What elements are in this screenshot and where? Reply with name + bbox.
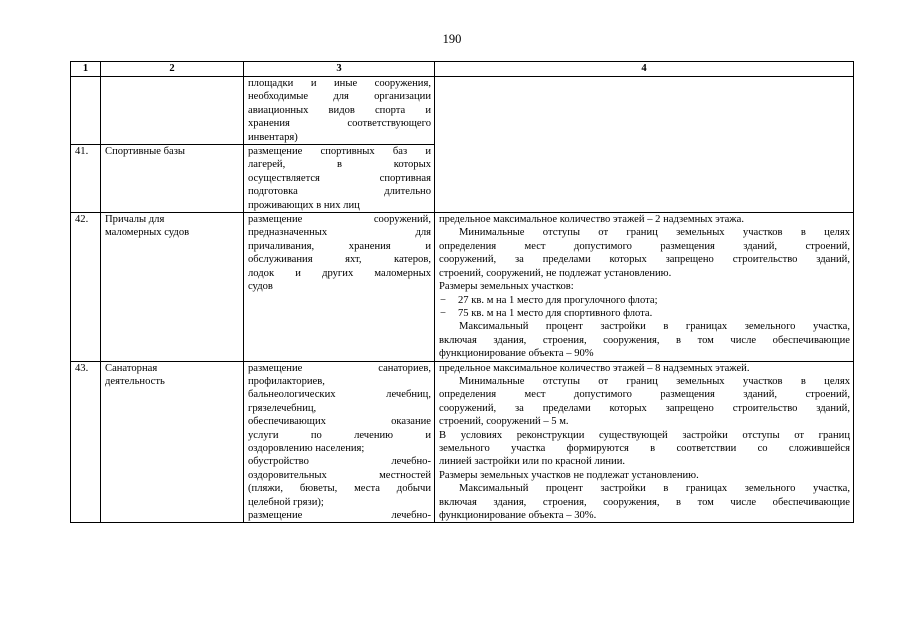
text-line: проживающих в них лиц [248, 199, 360, 211]
text-line: обустройство лечебно- [248, 456, 431, 468]
text-line: размещение сооружений, [248, 214, 431, 226]
text-line: целебной грязи); [248, 496, 324, 508]
row-number [71, 77, 101, 145]
text-line: хранения соответствующего [248, 118, 431, 130]
text-line: лагерей, в которых [248, 159, 431, 171]
text-line: деятельность [105, 375, 165, 387]
text-line: линией застройки или по красной линии. [439, 456, 626, 468]
list-item [439, 294, 850, 307]
text-line: обеспечивающих оказание [248, 416, 431, 428]
dash-bullet-icon: − [440, 294, 446, 306]
row-name [101, 361, 244, 523]
text-line: В условиях реконструкции существующей застройки отступы от границ [439, 429, 850, 441]
text-line: Санаторная [105, 362, 158, 374]
text-line: строений, сооружений – 5 м. [439, 416, 569, 428]
text-line: оздоровительных местностей [248, 469, 431, 481]
header-cell-2: 2 [101, 62, 244, 77]
text-line: Размеры земельных участков: [439, 281, 574, 293]
text-line: Причалы для [105, 214, 165, 226]
text-line: земельного участка формируются в соответствии со сложившейся [439, 442, 850, 454]
text-line: размещение спортивных баз и [248, 146, 431, 158]
text-line: включая здания, строения, сооружения, в том числе обеспечивающие [439, 334, 850, 346]
text-line: (пляжи, бюветы, места добычи [248, 483, 431, 495]
text-line: необходимые для организации [248, 91, 431, 103]
row-permitted-use [244, 145, 435, 213]
list-item-text: 75 кв. м на 1 место для спортивного флота. [458, 307, 653, 319]
header-cell-1: 1 [71, 62, 101, 77]
regulations-table [70, 61, 854, 523]
table-row [71, 213, 854, 361]
row-permitted-use [244, 361, 435, 523]
text-line: Максимальный процент застройки в границах земельного участка, [459, 483, 850, 495]
text-line: инвентаря) [248, 131, 298, 143]
text-line: обслуживания яхт, катеров, [248, 254, 431, 266]
text-line: площадки и иные сооружения, [248, 78, 431, 89]
text-line: Размеры земельных участков не подлежат установлению. [439, 469, 699, 481]
header-cell-3: 3 [244, 62, 435, 77]
text-line: оздоровлению населения; [248, 442, 365, 454]
text-line: лодок и других маломерных [248, 267, 431, 279]
text-line: функционирование объекта – 30%. [439, 510, 597, 521]
page-number: 190 [442, 32, 462, 46]
header-cell-4: 4 [435, 62, 854, 77]
row-parameters [435, 361, 854, 523]
text-line: причаливания, хранения и [248, 240, 431, 252]
row-name [101, 77, 244, 145]
row-name [101, 145, 244, 213]
table-row [71, 77, 854, 145]
text-line: включая здания, строения, сооружения, в том числе обеспечивающие [439, 496, 850, 508]
text-line: предназначенных для [248, 227, 431, 239]
list-item-text: 27 кв. м на 1 место для прогулочного флота; [458, 294, 658, 306]
text-line: авиационных видов спорта и [248, 104, 431, 116]
text-line: Максимальный процент застройки в границах земельного участка, [459, 321, 850, 333]
row-number: 41. [71, 145, 101, 213]
text-line: осуществляется спортивная [248, 172, 431, 184]
text-line: бальнеологических лечебниц, [248, 389, 431, 401]
text-line: Минимальные отступы от границ земельных участков в целях [459, 375, 850, 387]
text-line: маломерных судов [105, 227, 190, 239]
text-line: судов [248, 281, 273, 293]
text-line: сооружений, за пределами которых запрещено строительство зданий, [439, 254, 850, 266]
text-line: сооружений, за пределами которых запрещено строительство зданий, [439, 402, 850, 414]
text-line: подготовка длительно [248, 186, 431, 198]
dash-bullet-icon: − [440, 307, 446, 319]
text-line: определения мест допустимого размещения зданий, строений, [439, 240, 850, 252]
text-line: услуги по лечению и [248, 429, 431, 441]
row-parameters [435, 77, 854, 213]
table-header-row [71, 62, 854, 77]
text-line: предельное максимальное количество этажей – 2 надземных этажа. [439, 214, 744, 226]
table-row [71, 361, 854, 523]
text-line: профилакториев, [248, 375, 325, 387]
row-permitted-use [244, 77, 435, 145]
text-line: строений, сооружений, не подлежат установлению. [439, 267, 672, 279]
text-line: грязелечебниц, [248, 402, 317, 414]
text-line: размещение санаториев, [248, 362, 431, 374]
row-number: 42. [71, 213, 101, 361]
row-name [101, 213, 244, 361]
text-line: предельное максимальное количество этажей – 8 надземных этажей. [439, 362, 750, 374]
text-line: размещение лечебно- [248, 510, 431, 521]
row-permitted-use [244, 213, 435, 361]
list-item [439, 307, 850, 320]
text-line: функционирование объекта – 90% [439, 348, 594, 360]
text-line: определения мест допустимого размещения зданий, строений, [439, 389, 850, 401]
row-parameters [435, 213, 854, 361]
text-line: Минимальные отступы от границ земельных участков в целях [459, 227, 850, 239]
row-number: 43. [71, 361, 101, 523]
text-line: Спортивные базы [105, 146, 186, 158]
